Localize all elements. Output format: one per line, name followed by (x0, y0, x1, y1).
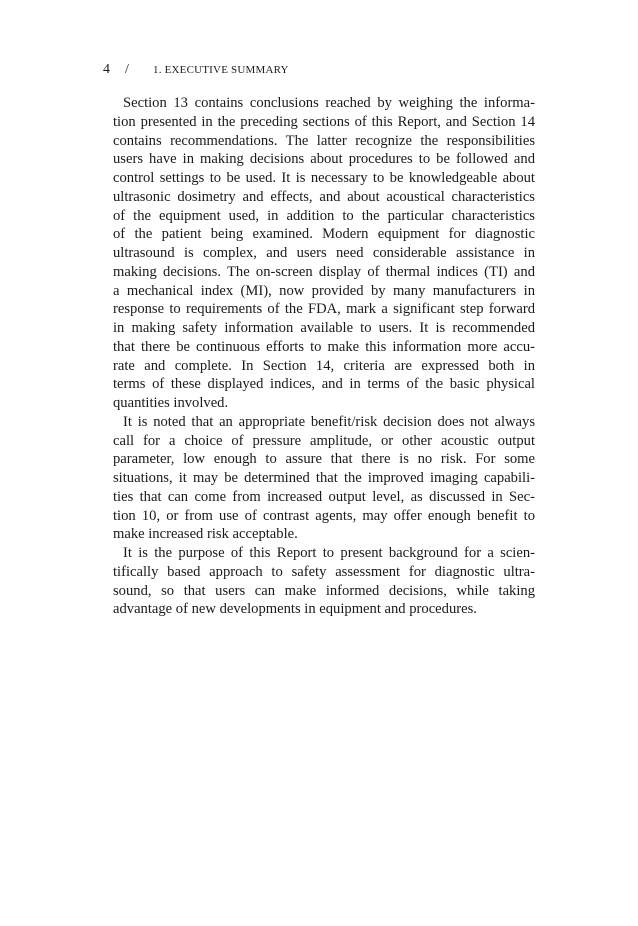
text-line: users have in making decisions about procedures to be followed and (113, 151, 535, 168)
header-separator: / (125, 62, 129, 77)
text-line: Section 13 contains conclusions reached by weighing the informa- (123, 95, 535, 111)
text-line: contains recommendations. The latter recognize the responsibilities (113, 132, 535, 149)
text-line: that there be continuous efforts to make this information more accu- (113, 338, 535, 355)
page-number: 4 (103, 62, 110, 77)
text-line: response to requirements of the FDA, mark a significant step forward (113, 301, 535, 318)
text-line: tion presented in the preceding sections of this Report, and Section 14 (113, 113, 535, 130)
section-title: 1. EXECUTIVE SUMMARY (153, 64, 289, 76)
text-line: in making safety information available to users. It is recommended (113, 320, 535, 336)
text-line: parameter, low enough to assure that there is no risk. For some (113, 451, 535, 468)
text-line: ultrasonic dosimetry and effects, and about acoustical characteristics (113, 188, 535, 205)
text-line: advantage of new developments in equipment and procedures. (113, 601, 477, 618)
text-line: It is noted that an appropriate benefit/risk decision does not always (123, 413, 535, 430)
running-header (103, 60, 535, 80)
text-line: a mechanical index (MI), now provided by many manufacturers in (113, 282, 535, 299)
paragraph (103, 544, 535, 619)
text-line: call for a choice of pressure amplitude, or other acoustic output (113, 432, 535, 449)
text-line: terms of these displayed indices, and in terms of the basic physical (113, 376, 535, 393)
document-page (103, 60, 535, 619)
text-line: sound, so that users can make informed decisions, while taking (113, 582, 535, 599)
paragraph (103, 94, 535, 413)
text-line: make increased risk acceptable. (113, 526, 298, 543)
text-line: situations, it may be determined that the improved imaging capabili- (113, 470, 535, 486)
text-line: It is the purpose of this Report to present background for a scien- (123, 545, 535, 561)
body-text (103, 94, 535, 619)
text-line: ultrasound is complex, and users need considerable assistance in (113, 245, 535, 261)
text-line: of the equipment used, in addition to the particular characteristics (113, 207, 535, 224)
text-line: quantities involved. (113, 395, 229, 411)
text-line: tion 10, or from use of contrast agents, may offer enough benefit to (113, 507, 535, 524)
text-line: tifically based approach to safety assessment for diagnostic ultra- (113, 563, 535, 580)
text-line: ties that can come from increased output level, as discussed in Sec- (113, 488, 535, 505)
text-line: rate and complete. In Section 14, criteria are expressed both in (113, 357, 535, 374)
text-line: of the patient being examined. Modern equipment for diagnostic (113, 226, 535, 243)
paragraph (103, 413, 535, 544)
text-line: making decisions. The on-screen display of thermal indices (TI) and (113, 263, 535, 280)
text-line: control settings to be used. It is necessary to be knowledgeable about (113, 170, 535, 186)
